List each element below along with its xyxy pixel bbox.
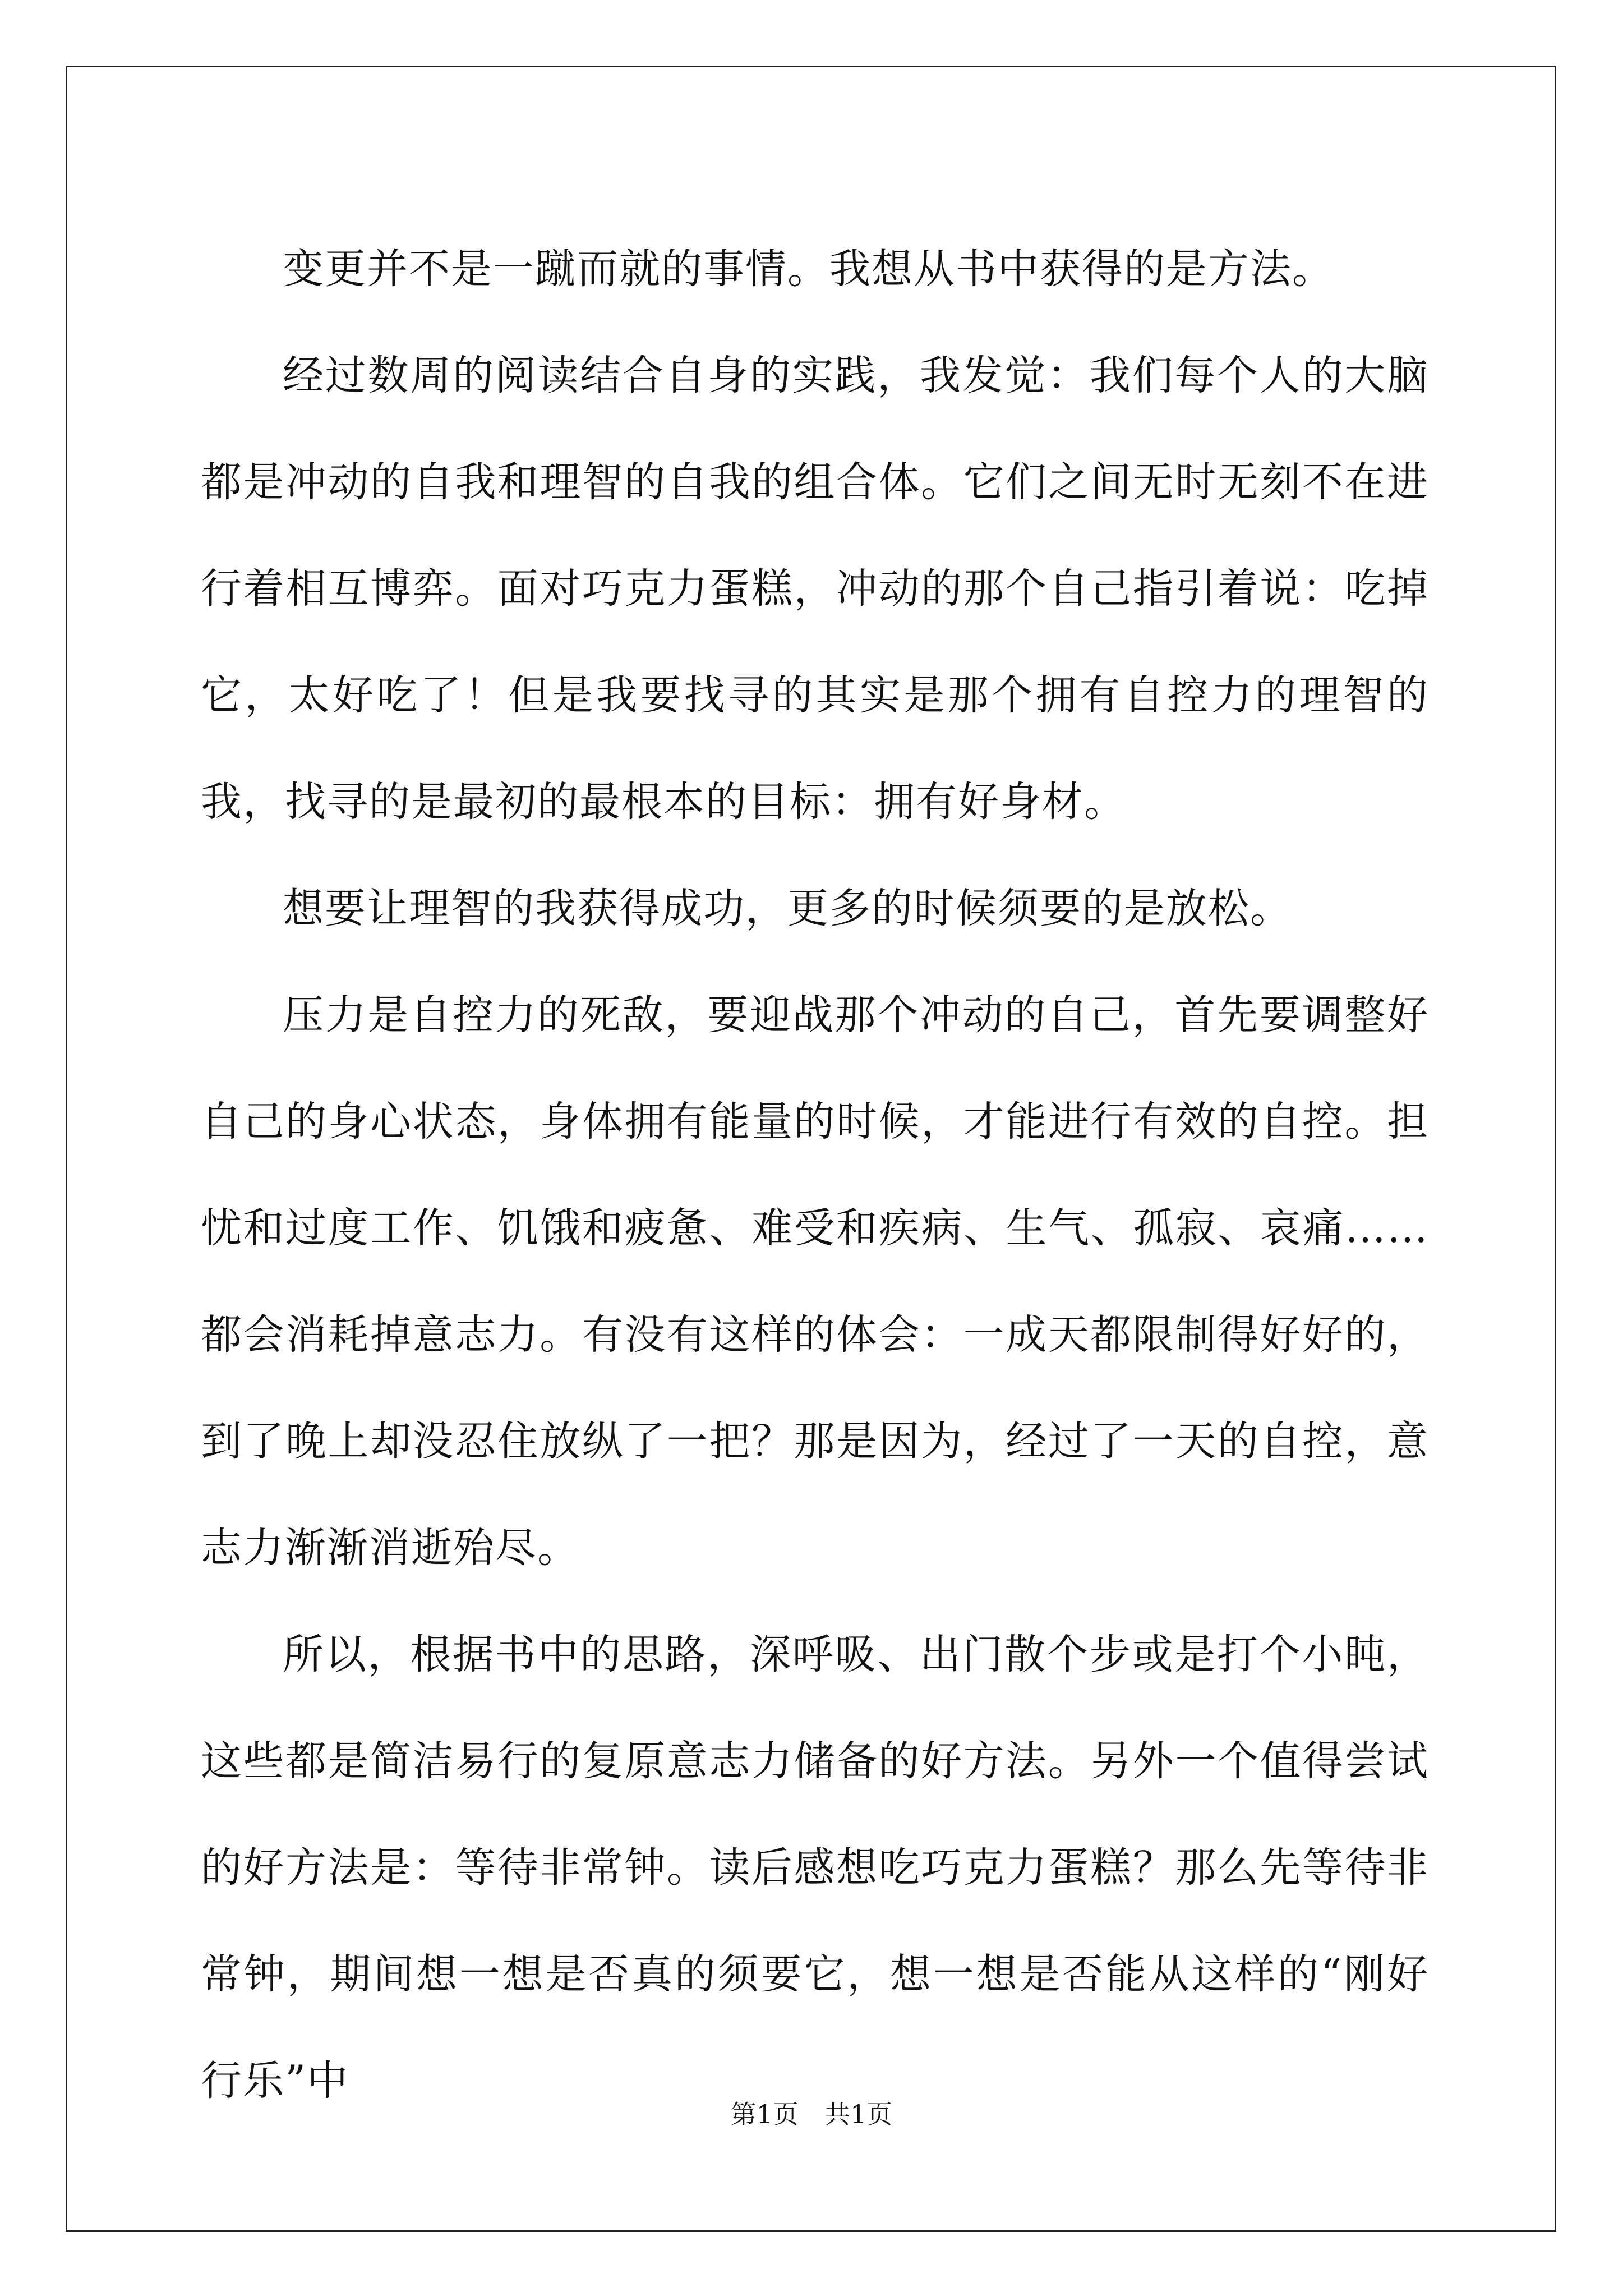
document-body: [201, 216, 1429, 2134]
paragraph-3: 想要让理智的我获得成功，更多的时候须要的是放松。: [283, 885, 1292, 932]
paragraph-4: 压力是自控力的死敌，要迎战那个冲动的自己，首先要调整好自己的身心状态，身体拥有能量的时候，才能进行有效的自控。担忧和过度工作、饥饿和疲惫、难受和疾病、生气、孤寂、哀痛……都会消耗掉意志力。有没有这样的体会：一成天都限制得好好的，到了晚上却没忍住放纵了一把？那是因为，经过了一天的自控，意志力渐渐消逝殆尽。: [201, 991, 1429, 1572]
paragraph-2: 经过数周的阅读结合自身的实践，我发觉：我们每个人的大脑都是冲动的自我和理智的自我的组合体。它们之间无时无刻不在进行着相互博弈。面对巧克力蛋糕，冲动的那个自己指引着说：吃掉它，太好吃了！但是我要找寻的其实是那个拥有自控力的理智的我，找寻的是最初的最根本的目标：拥有好身材。: [201, 352, 1429, 826]
paragraph-1: 变更并不是一蹴而就的事情。我想从书中获得的是方法。: [283, 245, 1334, 293]
page-footer: 第1页 共1页: [730, 2099, 893, 2129]
paragraph-5: 所以，根据书中的思路，深呼吸、出门散个步或是打个小盹，这些都是简洁易行的复原意志力储备的好方法。另外一个值得尝试的好方法是：等待非常钟。读后感想吃巧克力蛋糕？那么先等待非常钟，期间想一想是否真的须要它，想一想是否能从这样的“刚好行乐”中: [201, 1631, 1429, 2105]
